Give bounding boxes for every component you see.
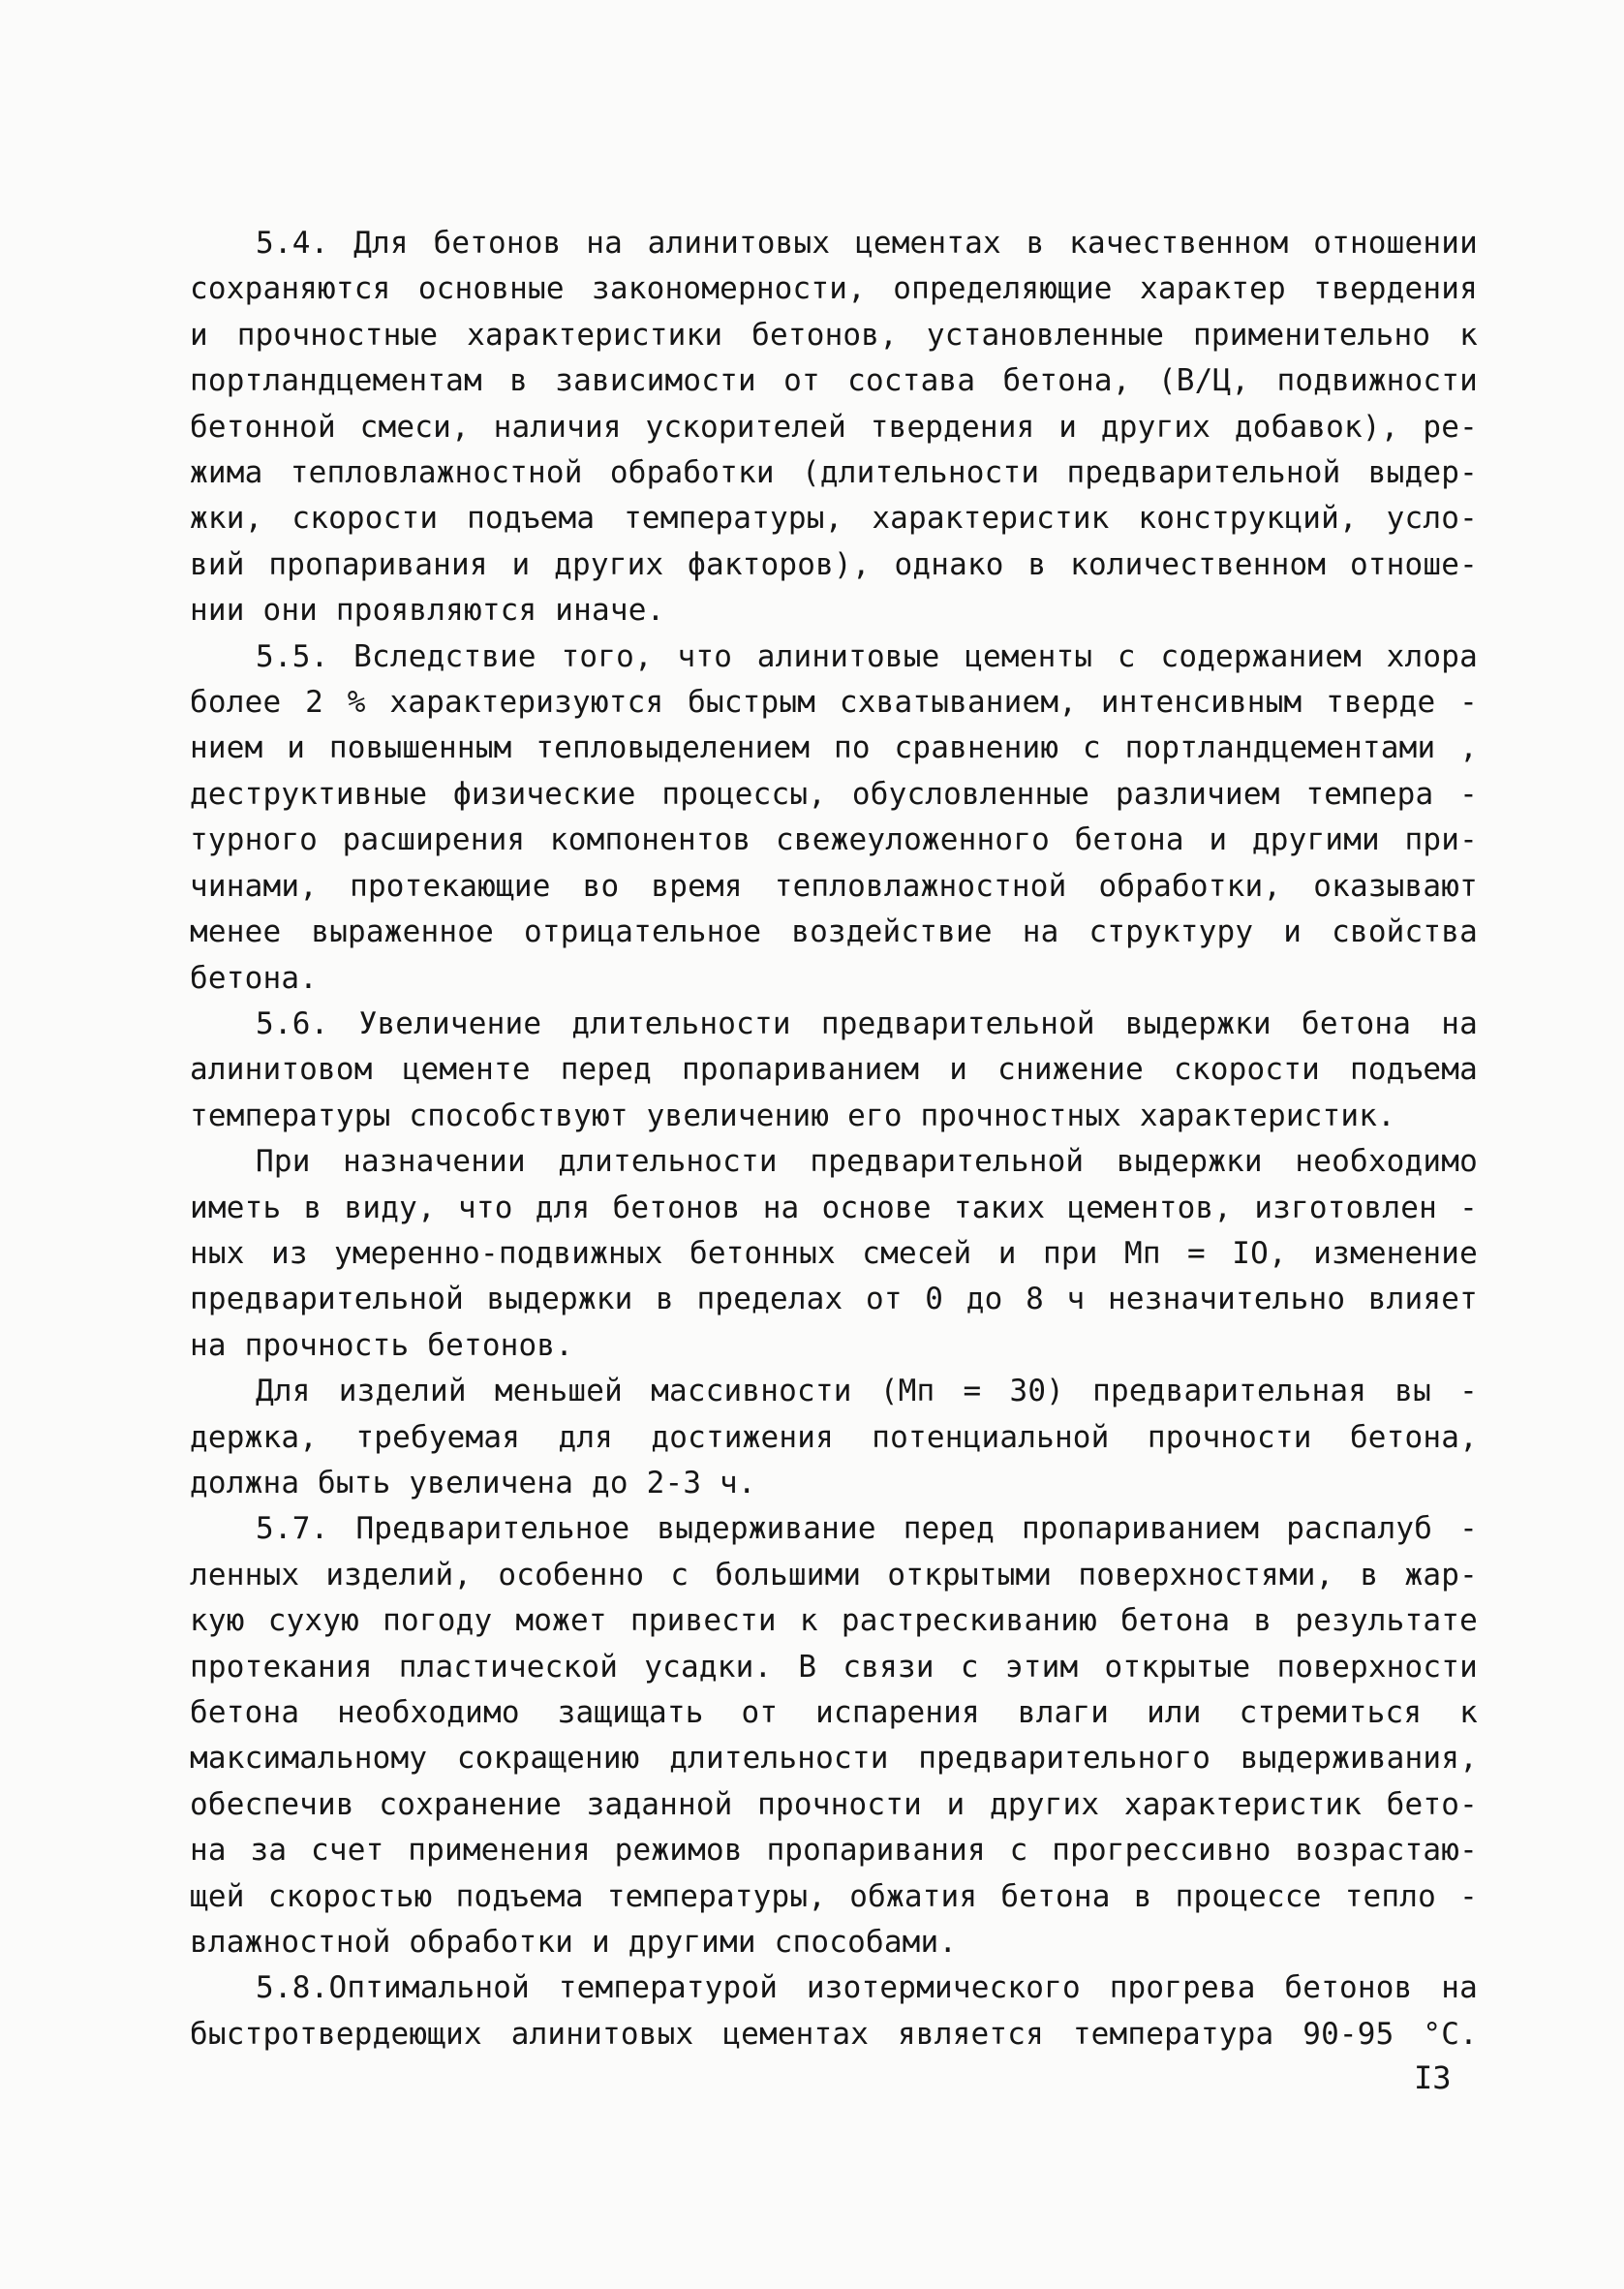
text-line: бетонной смеси, наличия ускорителей твердения и других добавок), ре- (190, 409, 1478, 445)
text-line: ленных изделий, особенно с большими открытыми поверхностями, в жар- (190, 1557, 1478, 1593)
text-line: алинитовом цементе перед пропариванием и снижение скорости подъема (190, 1052, 1478, 1088)
text-line: ных из умеренно-подвижных бетонных смесей и при Мп = IO, изменение (190, 1235, 1478, 1271)
text-line: При назначении длительности предварительной выдержки необходимо (256, 1144, 1478, 1180)
paragraph-5-6-b (190, 1369, 1478, 1506)
text-line: предварительной выдержки в пределах от 0 до 8 ч незначительно влияет (190, 1282, 1478, 1317)
text-line: нием и повышенным тепловыделением по сравнению с портландцементами , (190, 730, 1478, 766)
text-line: максимальному сокращению длительности предварительного выдерживания, (190, 1741, 1478, 1777)
text-line: держка, требуемая для достижения потенциальной прочности бетона, (190, 1419, 1478, 1455)
text-line: 5.8.Оптимальной температурой изотермического прогрева бетонов на (256, 1970, 1478, 2006)
paragraph-5-4 (190, 221, 1478, 634)
text-line: чинами, протекающие во время тепловлажностной обработки, оказывают (190, 868, 1478, 904)
text-line: более 2 % характеризуются быстрым схватыванием, интенсивным тверде - (190, 685, 1478, 721)
page-number: I3 (1414, 2059, 1452, 2096)
text-line: температуры способствуют увеличению его прочностных характеристик. (190, 1098, 1395, 1133)
text-line: протекания пластической усадки. В связи с этим открытые поверхности (190, 1649, 1478, 1685)
text-line: портландцементам в зависимости от состава бетона, (В/Ц, подвижности (190, 363, 1478, 399)
text-line: деструктивные физические процессы, обусловленные различием темпера - (190, 776, 1478, 812)
paragraph-5-6-a (190, 1139, 1478, 1369)
text-line: 5.7. Предварительное выдерживание перед пропариванием распалуб - (256, 1511, 1478, 1547)
text-line: бетона. (190, 960, 319, 996)
text-line: должна быть увеличена до 2-3 ч. (190, 1465, 756, 1500)
text-line: кую сухую погоду может привести к растрескиванию бетона в результате (190, 1603, 1478, 1639)
text-line: 5.5. Вследствие того, что алинитовые цементы с содержанием хлора (256, 638, 1478, 674)
text-line: жима тепловлажностной обработки (длительности предварительной выдер- (190, 455, 1478, 491)
text-line: менее выраженное отрицательное воздействие на структуру и свойства (190, 914, 1478, 950)
text-line: 5.6. Увеличение длительности предварительной выдержки бетона на (256, 1005, 1478, 1041)
text-line: бетона необходимо защищать от испарения влаги или стремиться к (190, 1695, 1478, 1730)
text-line: нии они проявляются иначе. (190, 593, 665, 629)
text-line: сохраняются основные закономерности, определяющие характер твердения (190, 271, 1478, 307)
text-line: турного расширения компонентов свежеуложенного бетона и другими при- (190, 822, 1478, 858)
text-line: обеспечив сохранение заданной прочности и других характеристик бето- (190, 1786, 1478, 1822)
text-line: 5.4. Для бетонов на алинитовых цементах в качественном отношении (256, 226, 1478, 261)
paragraph-5-7 (190, 1506, 1478, 1965)
document-body (190, 221, 1478, 2057)
text-line: щей скоростью подъема температуры, обжатия бетона в процессе тепло - (190, 1878, 1478, 1914)
text-line: и прочностные характеристики бетонов, установленные применительно к (190, 317, 1478, 353)
paragraph-5-5 (190, 634, 1478, 1002)
text-line: иметь в виду, что для бетонов на основе таких цементов, изготовлен - (190, 1190, 1478, 1225)
text-line: быстротвердеющих алинитовых цементах является температура 90-95 °С. (190, 2016, 1478, 2052)
text-line: влажностной обработки и другими способами. (190, 1925, 958, 1961)
text-line: жки, скорости подъема температуры, характеристик конструкций, усло- (190, 501, 1478, 537)
paragraph-5-6 (190, 1002, 1478, 1139)
paragraph-5-8 (190, 1965, 1478, 2057)
text-line: на прочность бетонов. (190, 1327, 574, 1363)
text-line: вий пропаривания и других факторов), однако в количественном отноше- (190, 546, 1478, 582)
text-line: Для изделий меньшей массивности (Мп = 30) предварительная вы - (256, 1374, 1478, 1409)
text-line: на за счет применения режимов пропаривания с прогрессивно возрастаю- (190, 1833, 1478, 1869)
